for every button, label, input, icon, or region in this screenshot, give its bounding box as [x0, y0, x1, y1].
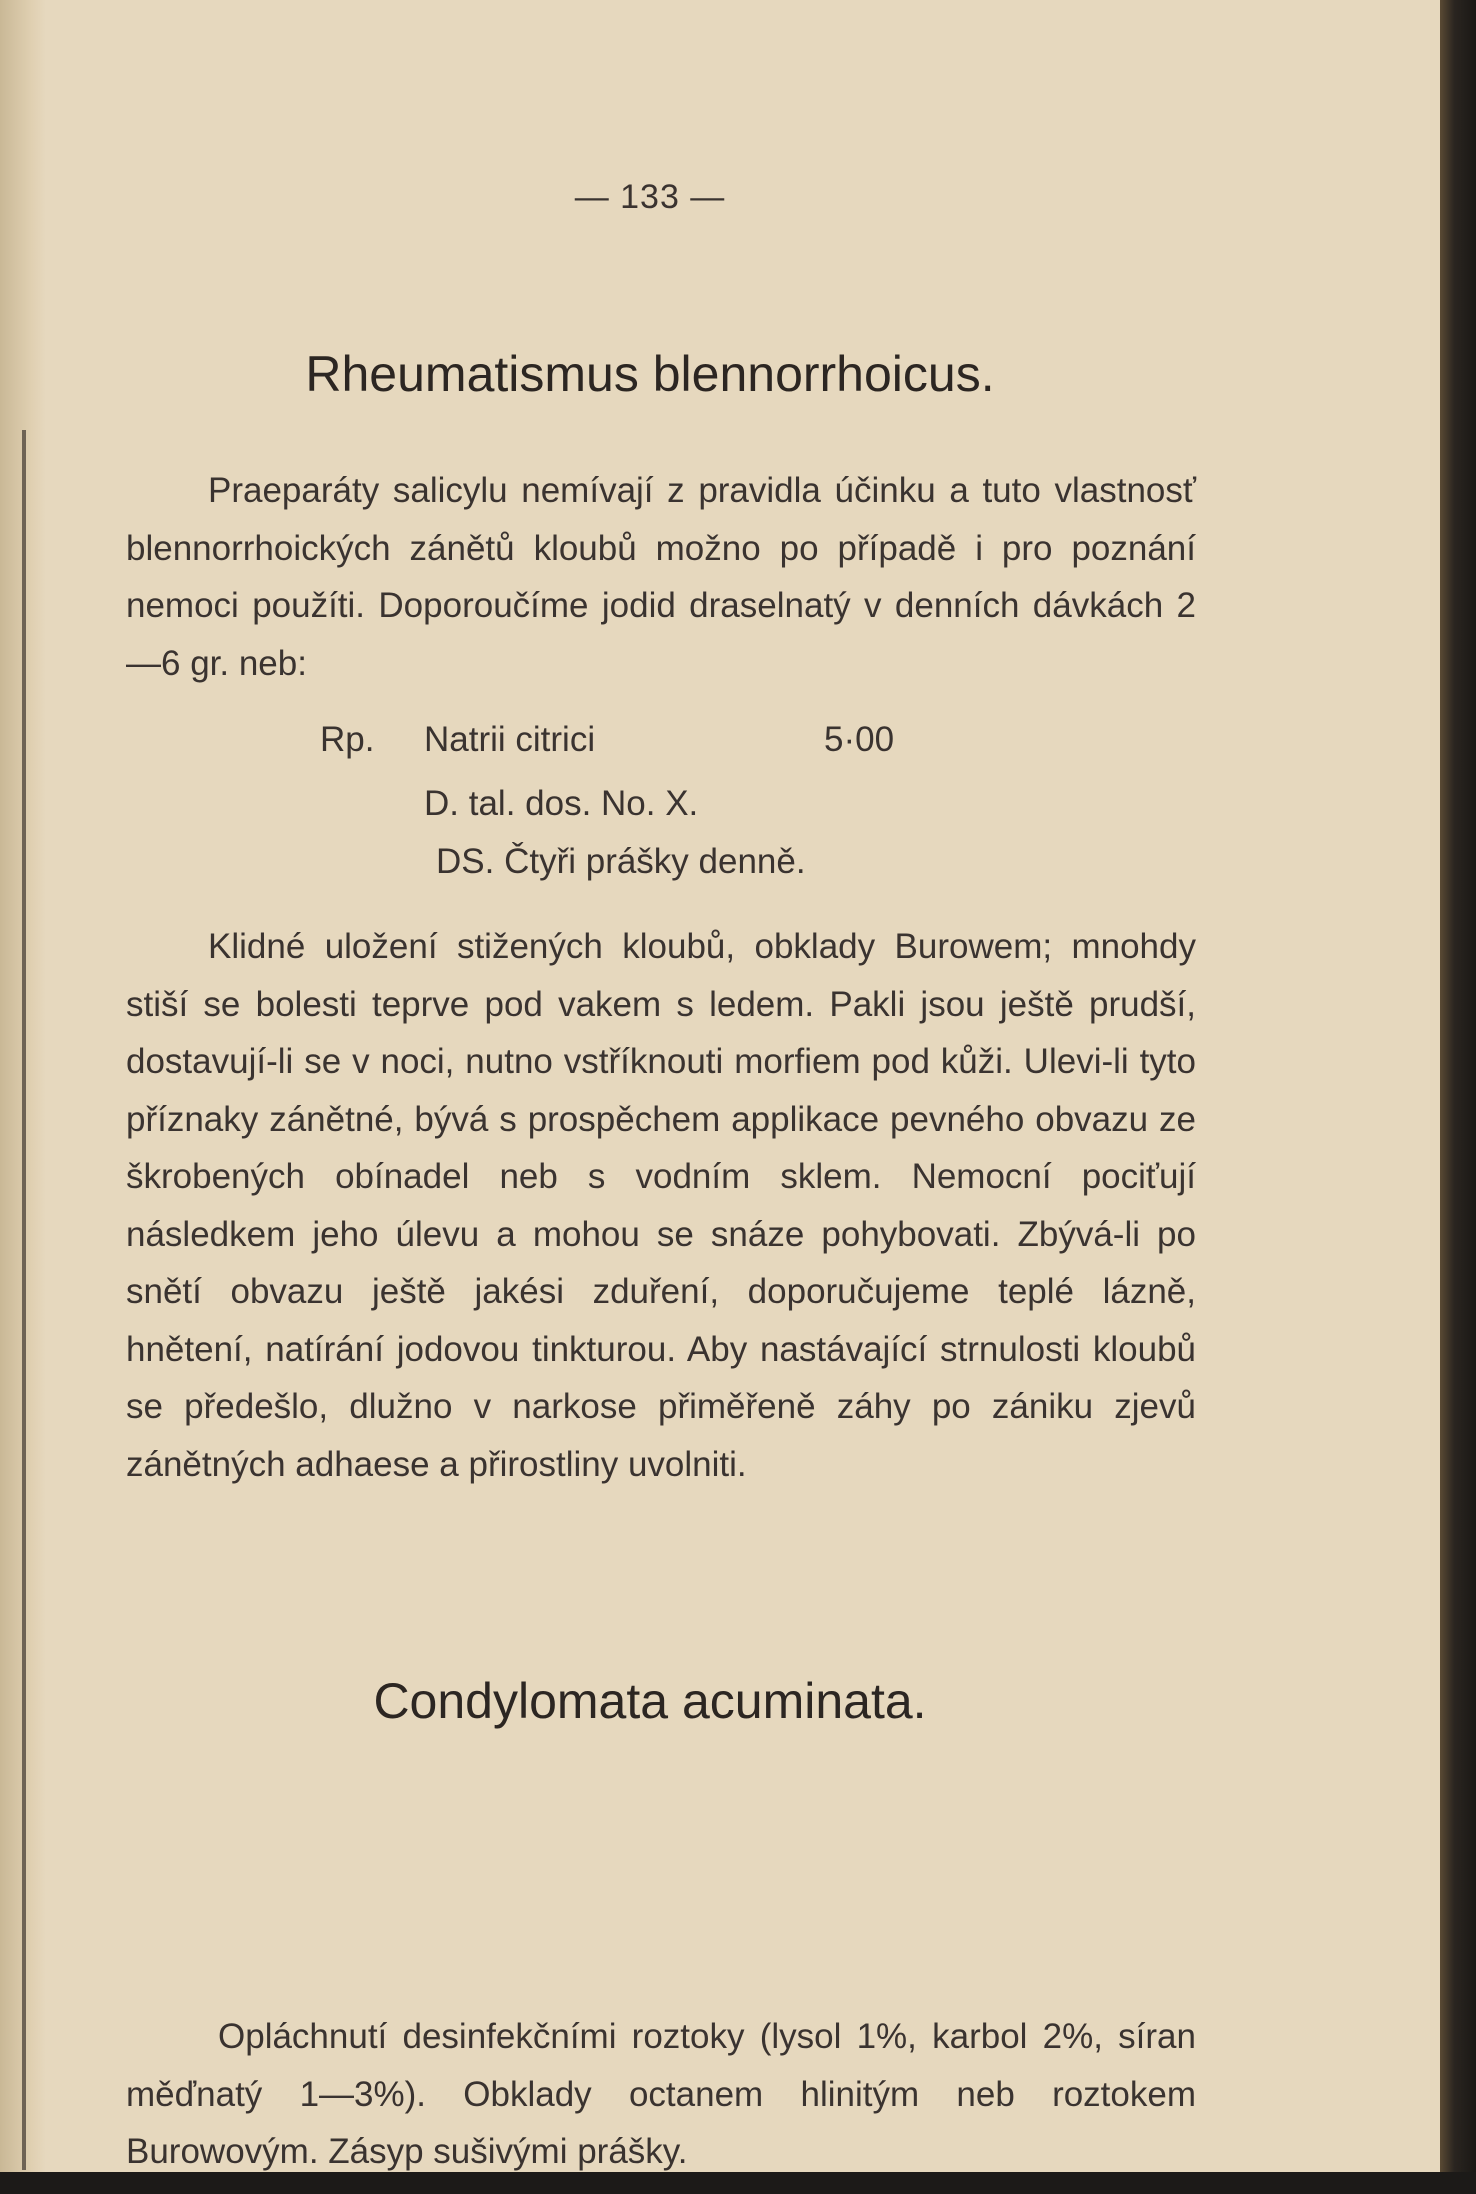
- prescription-quantity: 5·00: [824, 720, 895, 759]
- binding-gutter: [0, 0, 46, 2194]
- section-heading-rheumatismus: Rheumatismus blennorrhoicus.: [305, 346, 995, 402]
- prescription-drug: Natrii citrici: [424, 720, 596, 759]
- prescription-signa: DS. Čtyři prášky denně.: [436, 842, 806, 881]
- section-heading-condylomata: Condylomata acuminata.: [373, 1673, 927, 1729]
- scan-bottom-edge: [0, 2172, 1476, 2194]
- binding-line: [22, 430, 26, 2170]
- condylomata-paragraph: Opláchnutí desinfekčními roztoky (lysol 1%, karbol 2%, síran měďnatý 1—3%). Obklady octanem hlinitým neb roztokem Burowovým. Zásyp sušivými prášky.: [126, 2017, 1196, 2171]
- prescription-dose: D. tal. dos. No. X.: [424, 784, 699, 823]
- scan-edge: [1440, 0, 1476, 2194]
- treatment-paragraph: Klidné uložení stižených kloubů, obklady Burowem; mnohdy stiší se bolesti teprve pod vakem s ledem. Pakli jsou ještě prudší, dostavují-li se v noci, nutno vstříknouti morfiem pod kůži. Ulevi-li tyto příznaky zánětné, bývá s prospěchem applikace pevného obvazu ze škrobených obínadel neb s vodním sklem. Nemocní pociťují následkem jeho úlevu a mohou se snáze pohybovati. Zbývá-li po snětí obvazu ještě jakési zduření, doporučujeme teplé lázně, hnětení, natírání jodovou tinkturou. Aby nastávající strnulosti kloubů se předešlo, dlužno v narkose přiměřeně záhy po zániku zjevů zánětných adhaese a přirostliny uvolniti.: [126, 927, 1196, 1484]
- page-number: — 133 —: [574, 178, 726, 216]
- intro-paragraph: Praeparáty salicylu nemívají z pravidla účinku a tuto vlastnosť blennorrhoických zánětů kloubů možno po případě i pro poznání nemoci použíti. Doporoučíme jodid draselnatý v denních dávkách 2—6 gr. neb:: [126, 471, 1196, 683]
- prescription-label: Rp.: [320, 720, 375, 759]
